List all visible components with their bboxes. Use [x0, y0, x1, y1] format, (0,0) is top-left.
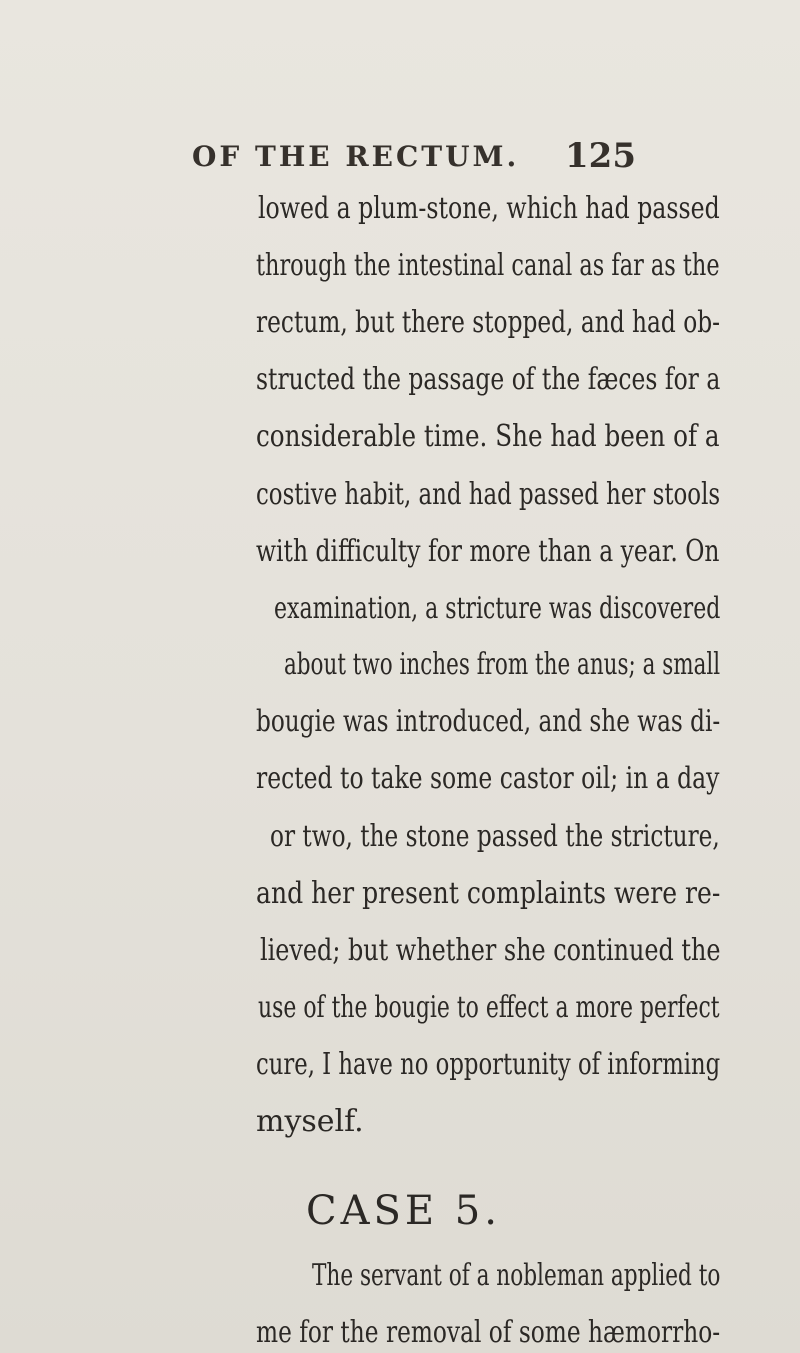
case-text-line: me for the removal of some hæmorrho- [256, 1315, 721, 1350]
text-line: myself. [256, 1104, 364, 1139]
text-line: lowed a plum-stone, which had passed [258, 191, 720, 226]
text-line: rected to take some castor oil; in a day [256, 761, 720, 796]
text-line: costive habit, and had passed her stools [256, 477, 721, 512]
text-line: considerable time. She had been of a [256, 419, 720, 454]
running-head: OF THE RECTUM. [192, 139, 520, 173]
case-heading: CASE 5. [306, 1188, 501, 1234]
text-line: lieved; but whether she continued the [260, 933, 721, 968]
text-line: structed the passage of the fæces for a [256, 362, 721, 397]
text-line: with difficulty for more than a year. On [256, 534, 720, 569]
text-line: rectum, but there stopped, and had ob- [256, 305, 720, 340]
case-text-line: The servant of a nobleman applied to [312, 1258, 721, 1293]
text-line: examination, a stricture was discovered [274, 591, 721, 626]
text-line: use of the bougie to effect a more perfect [258, 990, 720, 1025]
text-line: cure, I have no opportunity of informing [256, 1047, 721, 1082]
text-line: or two, the stone passed the stricture, [270, 819, 720, 854]
text-line: about two inches from the anus; a small [284, 647, 721, 682]
page-header [192, 131, 712, 181]
text-line: bougie was introduced, and she was di- [256, 704, 721, 739]
text-line: and her present complaints were re- [256, 876, 721, 911]
page-number: 125 [565, 136, 636, 176]
text-line: through the intestinal canal as far as the [256, 248, 720, 283]
